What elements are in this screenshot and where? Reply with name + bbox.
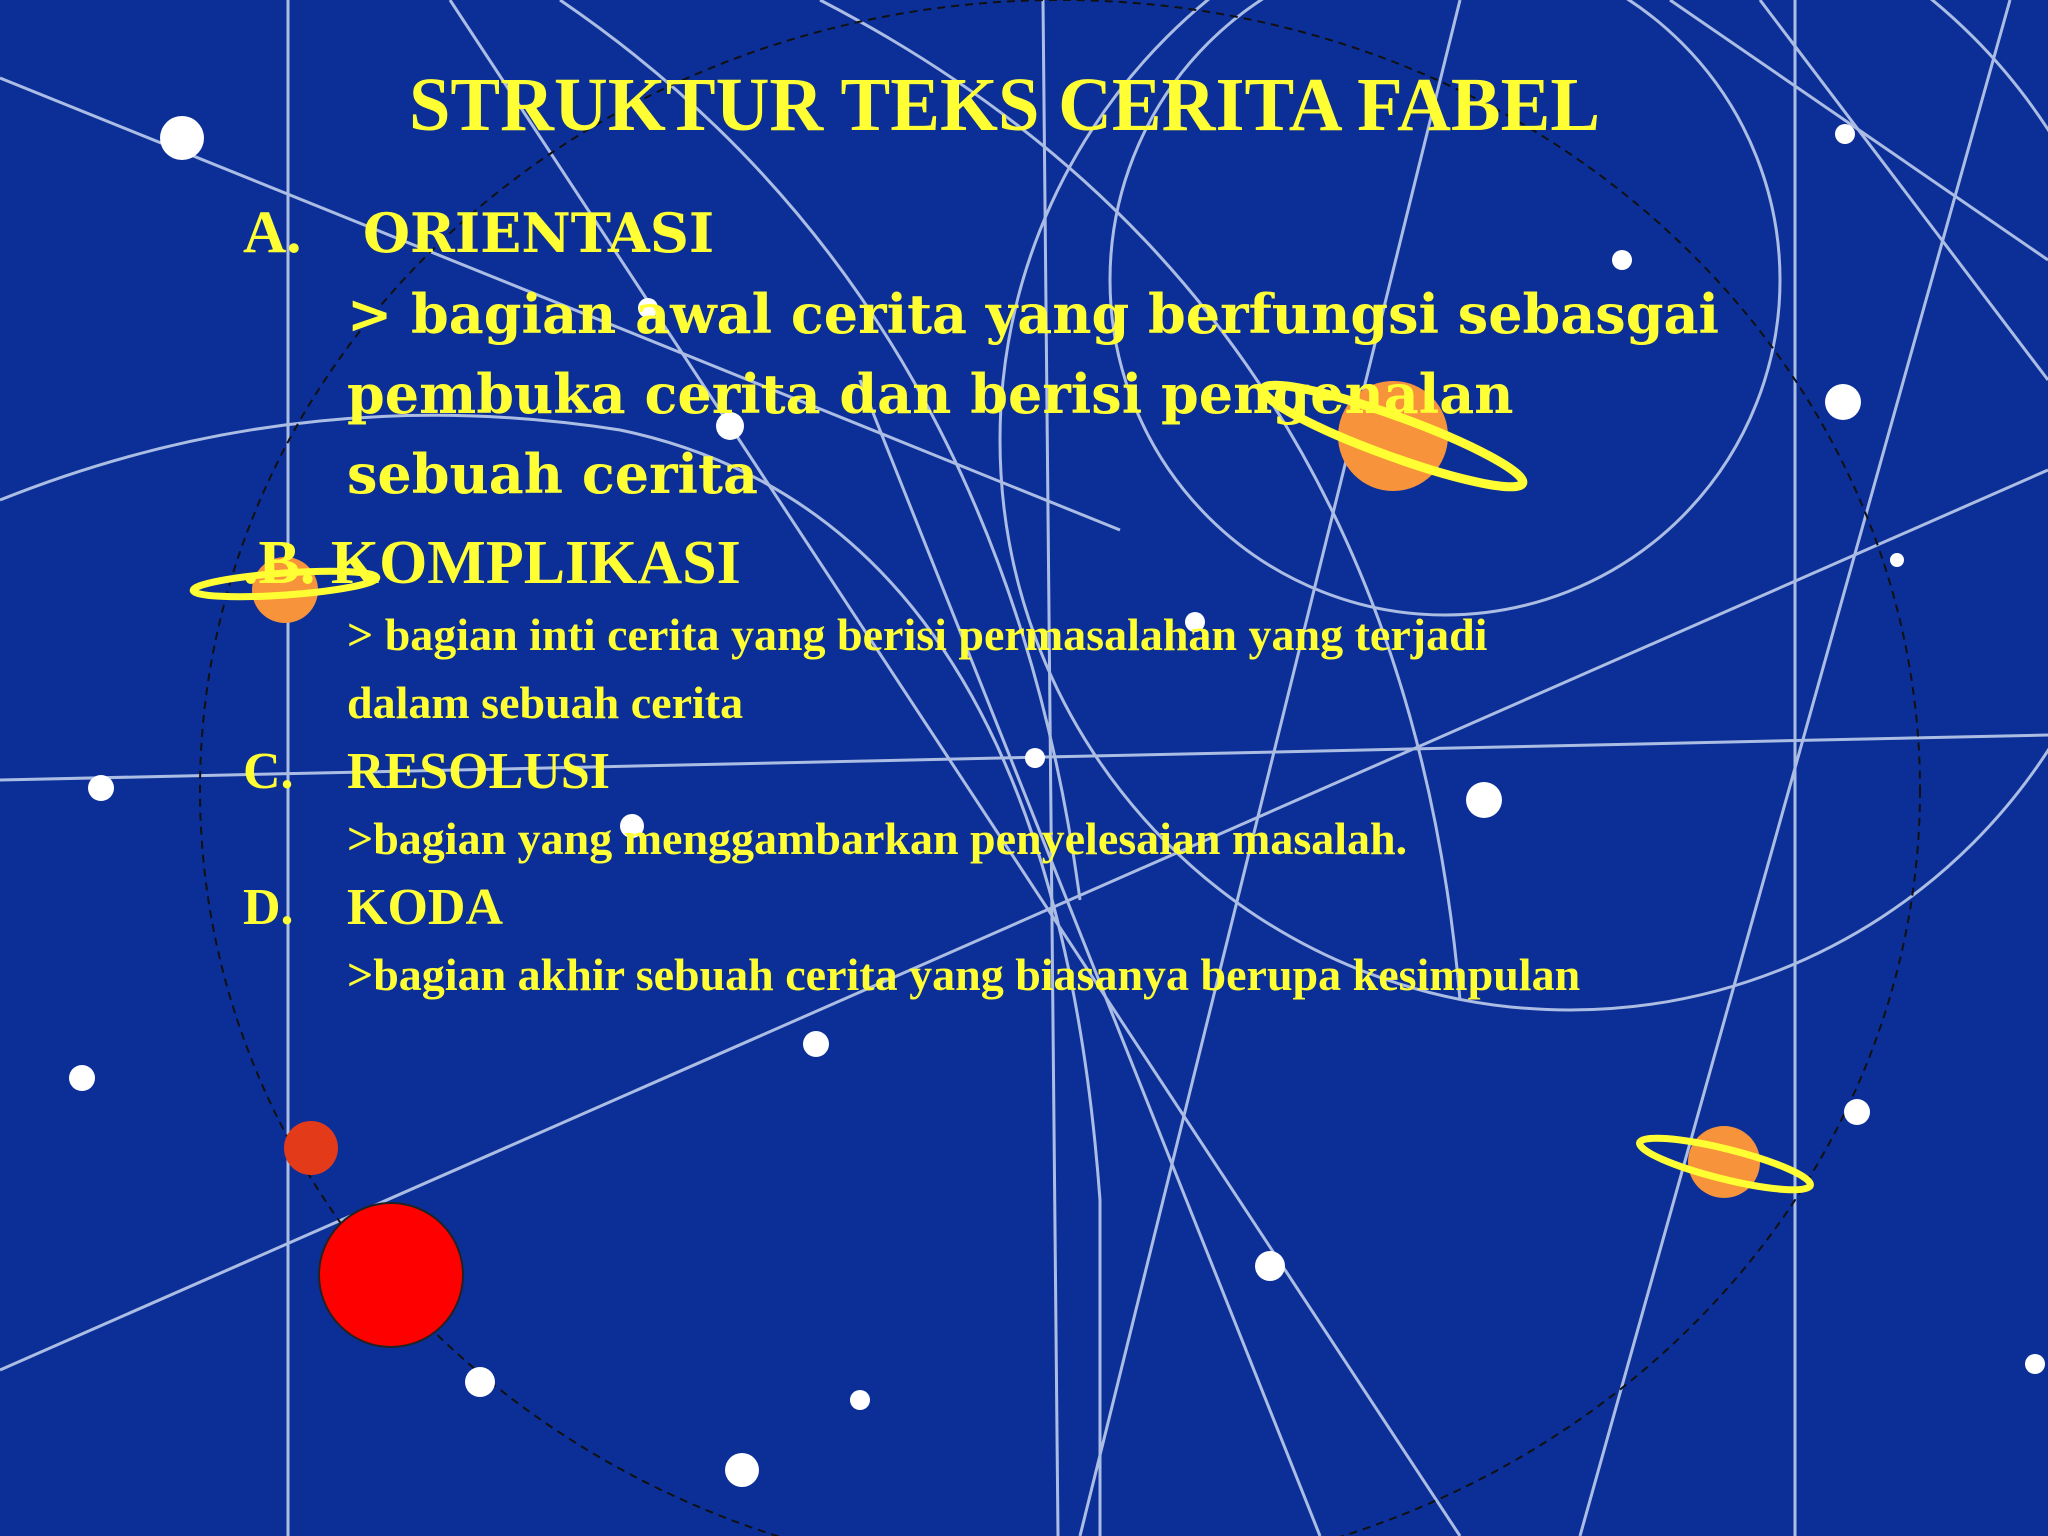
heading-komplikasi-label: KOMPLIKASI: [330, 529, 741, 597]
heading-koda: [243, 878, 503, 937]
heading-komplikasi: [243, 528, 741, 599]
slide-title: STRUKTUR TEKS CERITA FABEL: [408, 63, 1601, 147]
komplikasi-line-2: dalam sebuah cerita: [347, 677, 744, 728]
resolusi-line-1: >bagian yang menggambarkan penyelesaian masalah.: [347, 813, 1408, 864]
orientasi-line-1: > bagian awal cerita yang berfungsi sebasgai: [347, 282, 1719, 346]
heading-orientasi-label: ORIENTASI: [363, 201, 715, 265]
komplikasi-line-1: > bagian inti cerita yang berisi permasalahan yang terjadi: [347, 609, 1488, 660]
orientasi-line-3: sebuah cerita: [347, 442, 758, 506]
marker-d: D.: [243, 879, 294, 936]
heading-resolusi-label: RESOLUSI: [347, 743, 610, 800]
koda-line-1: >bagian akhir sebuah cerita yang biasanya berupa kesimpulan: [347, 949, 1581, 1000]
marker-a: A.: [243, 199, 302, 265]
heading-resolusi: [243, 742, 610, 801]
heading-orientasi: [243, 198, 714, 267]
marker-c: C.: [243, 743, 294, 800]
marker-b: .B.: [243, 529, 316, 597]
heading-koda-label: KODA: [347, 879, 503, 936]
orientasi-line-2: pembuka cerita dan berisi pengenalan: [347, 362, 1514, 426]
